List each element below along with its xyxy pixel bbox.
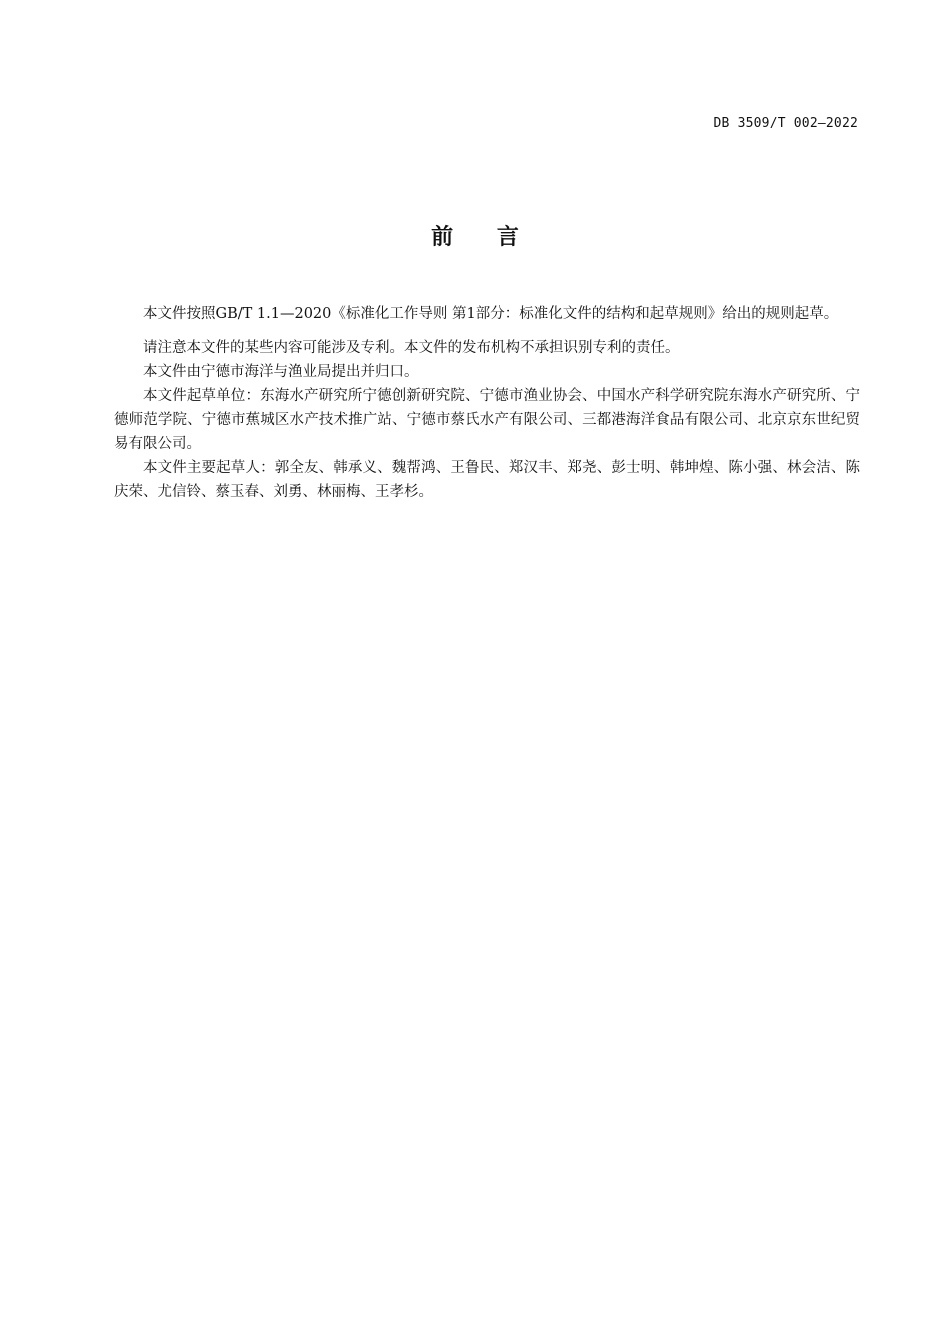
page-title: 前 言 — [431, 225, 537, 250]
paragraph-drafting-rules: 本文件按照GB/T 1.1—2020《标准化工作导则 第1部分：标准化文件的结构和起草规则》给出的规则起草。 — [143, 306, 839, 322]
paragraph-drafting-units: 本文件起草单位：东海水产研究所宁德创新研究院、宁德市渔业协会、中国水产科学研究院东海水产研究所、宁德师范学院、宁德市蕉城区水产技术推广站、宁德市蔡氏水产有限公司、三都港海洋食品有限公司、北京京东世纪贸易有限公司。 — [114, 388, 860, 452]
paragraph-patent-notice: 请注意本文件的某些内容可能涉及专利。本文件的发布机构不承担识别专利的责任。 — [143, 340, 680, 356]
foreword-body — [114, 302, 860, 504]
document-code: DB 3509/T 002—2022 — [713, 116, 858, 131]
paragraph-proposer: 本文件由宁德市海洋与渔业局提出并归口。 — [143, 364, 419, 380]
paragraph-drafters: 本文件主要起草人：郭全友、韩承义、魏帮鸿、王鲁民、郑汉丰、郑尧、彭士明、韩坤煌、陈小强、林会洁、陈庆荣、尤信铃、蔡玉春、刘勇、林丽梅、王孝杉。 — [114, 460, 860, 500]
